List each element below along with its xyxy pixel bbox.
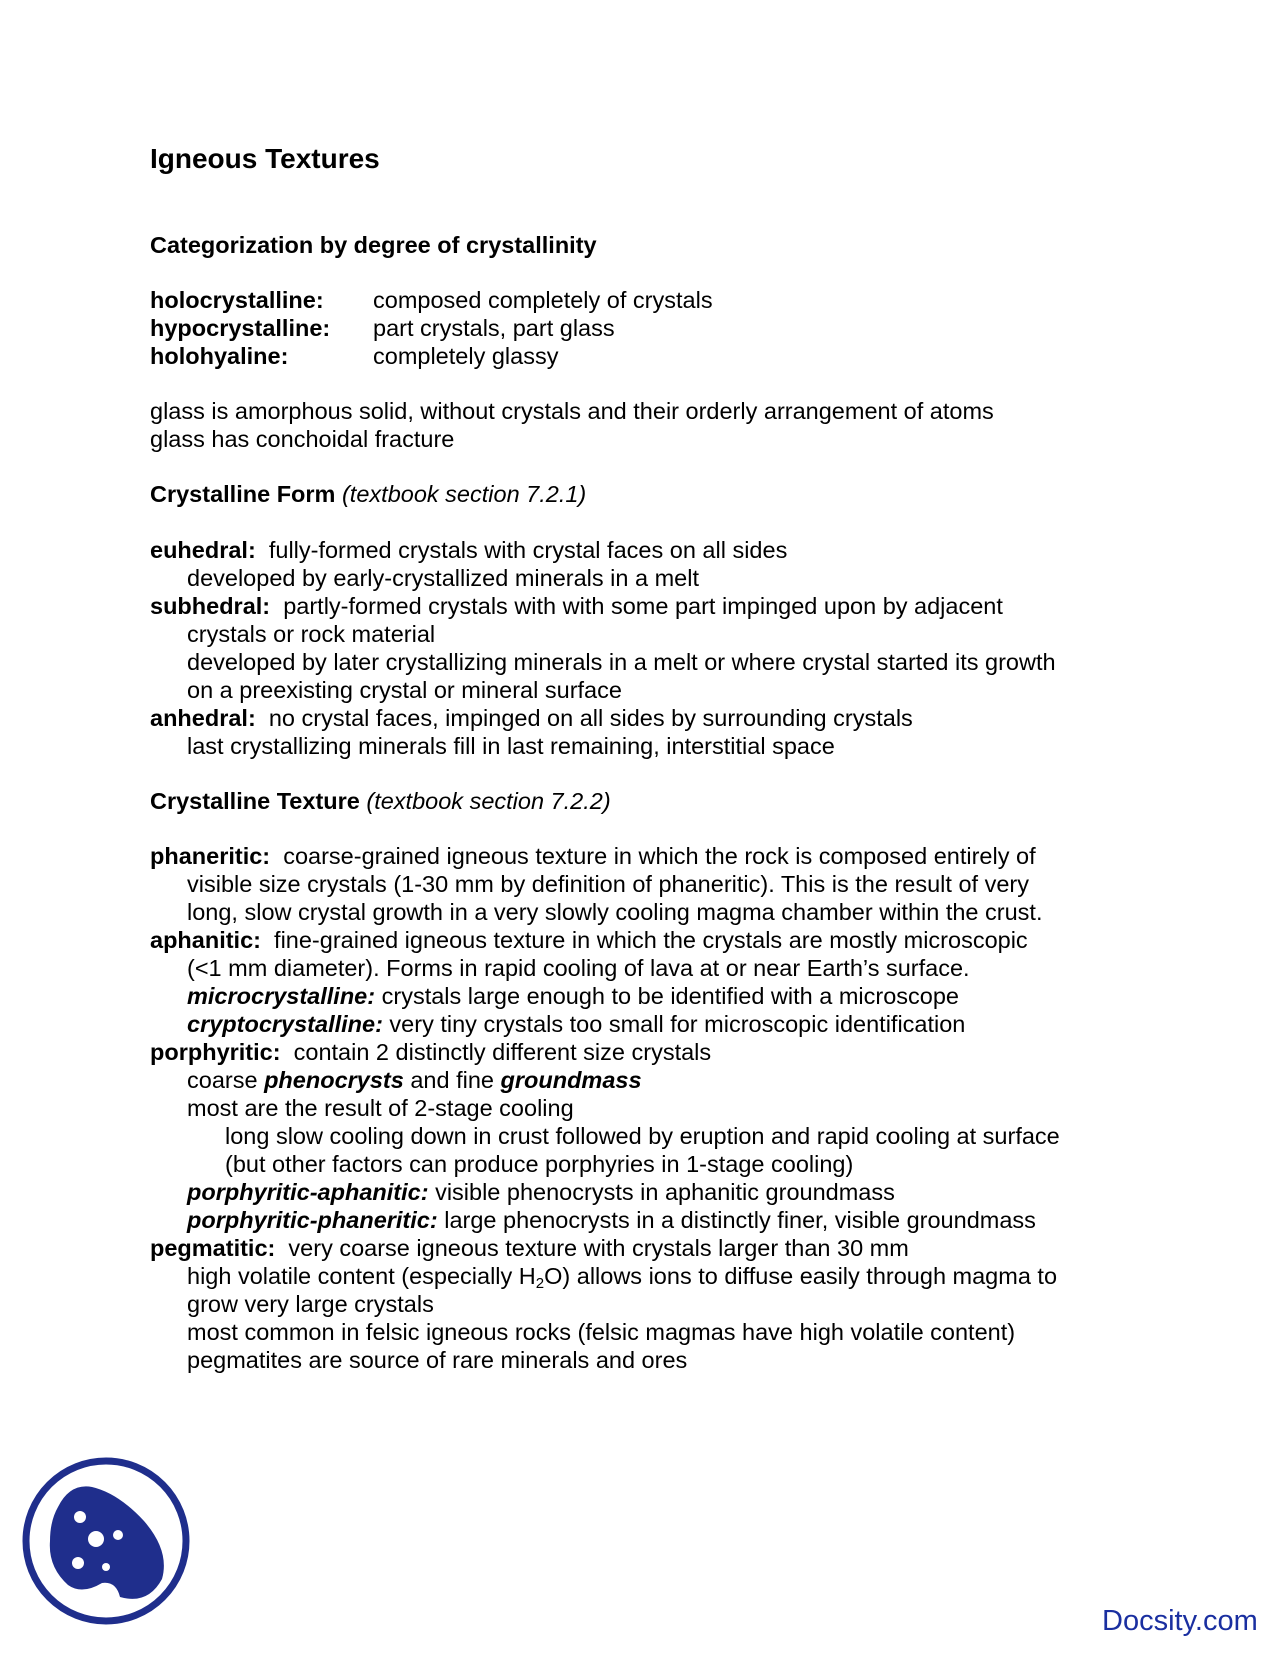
detail-line: grow very large crystals — [187, 1291, 434, 1317]
subterm-label: microcrystalline: — [187, 983, 376, 1009]
term-label: aphanitic: — [150, 927, 261, 953]
term-label: anhedral: — [150, 705, 256, 731]
detail-line: on a preexisting crystal or mineral surface — [187, 677, 622, 703]
term-definition: completely glassy — [373, 343, 559, 369]
subhedral-row — [150, 592, 1003, 621]
euhedral-row — [150, 536, 787, 565]
crystallinity-heading: Categorization by degree of crystallinity — [150, 232, 597, 258]
texture-heading: Crystalline Texture (textbook section 7.2.2) — [150, 788, 611, 814]
term-label: euhedral: — [150, 537, 256, 563]
detail-line: (but other factors can produce porphyries in 1-stage cooling) — [225, 1151, 854, 1177]
phaneritic-row — [150, 842, 1036, 871]
porphyritic-aphanitic-row: porphyritic-aphanitic: visible phenocrysts in aphanitic groundmass — [187, 1179, 895, 1205]
microcrystalline-row: microcrystalline: crystals large enough to be identified with a microscope — [187, 983, 959, 1009]
term-definition: part crystals, part glass — [373, 315, 615, 341]
docsity-logo-icon[interactable] — [20, 1455, 192, 1627]
term-label: subhedral: — [150, 593, 271, 619]
term-definition: contain 2 distinctly different size crystals — [293, 1039, 712, 1065]
term-label: holohyaline: — [150, 343, 289, 369]
subterm-label: porphyritic-phaneritic: — [187, 1207, 438, 1233]
term-definition: fine-grained igneous texture in which the crystals are mostly microscopic — [274, 927, 1028, 953]
volatile-line: high volatile content (especially $H_2O$) allows ions to diffuse easily through magma to — [187, 1263, 1058, 1292]
holocrystalline-row — [150, 286, 713, 315]
aphanitic-row — [150, 926, 1028, 955]
porphyritic-phaneritic-row: porphyritic-phaneritic: large phenocrysts in a distinctly finer, visible groundmass — [187, 1207, 1036, 1233]
detail-line: last crystallizing minerals fill in last remaining, interstitial space — [187, 733, 835, 759]
detail-line: (<1 mm diameter). Forms in rapid cooling of lava at or near Earth’s surface. — [187, 955, 970, 981]
pegmatitic-row — [150, 1234, 909, 1263]
anhedral-row — [150, 704, 913, 733]
textbook-ref: (textbook section 7.2.2) — [366, 788, 611, 814]
detail-line: crystals or rock material — [187, 621, 436, 647]
term-label: pegmatitic: — [150, 1235, 276, 1261]
term-definition: composed completely of crystals — [373, 287, 713, 313]
term-label: phaneritic: — [150, 843, 271, 869]
term-definition: coarse-grained igneous texture in which the rock is composed entirely of — [283, 843, 1036, 869]
glass-note: glass is amorphous solid, without crystals and their orderly arrangement of atoms — [150, 398, 994, 424]
porphyritic-row — [150, 1038, 711, 1067]
phenocrysts-term: phenocrysts — [264, 1067, 404, 1093]
term-label: hypocrystalline: — [150, 315, 331, 341]
cryptocrystalline-row: cryptocrystalline: very tiny crystals too small for microscopic identification — [187, 1011, 966, 1037]
detail-line: pegmatites are source of rare minerals and ores — [187, 1347, 688, 1373]
page-title: Igneous Textures — [150, 143, 380, 174]
detail-line: most common in felsic igneous rocks (felsic magmas have high volatile content) — [187, 1319, 1016, 1345]
groundmass-term: groundmass — [500, 1067, 642, 1093]
hypocrystalline-row — [150, 314, 615, 343]
phenocryst-groundmass-line: coarse phenocrysts and fine groundmass — [187, 1067, 642, 1093]
docsity-watermark-link[interactable]: Docsity.com — [1102, 1605, 1258, 1637]
detail-line: most are the result of 2-stage cooling — [187, 1095, 574, 1121]
subterm-label: cryptocrystalline: — [187, 1011, 383, 1037]
textbook-ref: (textbook section 7.2.1) — [341, 481, 587, 507]
term-definition: partly-formed crystals with with some part impinged upon by adjacent — [283, 593, 1003, 619]
term-label: porphyritic: — [150, 1039, 281, 1065]
glass-note: glass has conchoidal fracture — [150, 426, 455, 452]
term-definition: fully-formed crystals with crystal faces on all sides — [268, 537, 788, 563]
detail-line: developed by early-crystallized minerals in a melt — [187, 565, 699, 591]
subterm-label: porphyritic-aphanitic: — [187, 1179, 429, 1205]
term-definition: no crystal faces, impinged on all sides by surrounding crystals — [268, 705, 913, 731]
holohyaline-row — [150, 342, 558, 371]
subscript-2: 2 — [535, 1275, 545, 1292]
detail-line: developed by later crystallizing minerals in a melt or where crystal started its growth — [187, 649, 1056, 675]
detail-line: visible size crystals (1-30 mm by definition of phaneritic). This is the result of very — [187, 871, 1029, 897]
form-heading: Crystalline Form (textbook section 7.2.1) — [150, 481, 587, 507]
detail-line: long slow cooling down in crust followed by eruption and rapid cooling at surface — [225, 1123, 1060, 1149]
detail-line: long, slow crystal growth in a very slowly cooling magma chamber within the crust. — [187, 899, 1043, 925]
term-definition: very coarse igneous texture with crystals larger than 30 mm — [288, 1235, 909, 1261]
term-label: holocrystalline: — [150, 287, 324, 313]
